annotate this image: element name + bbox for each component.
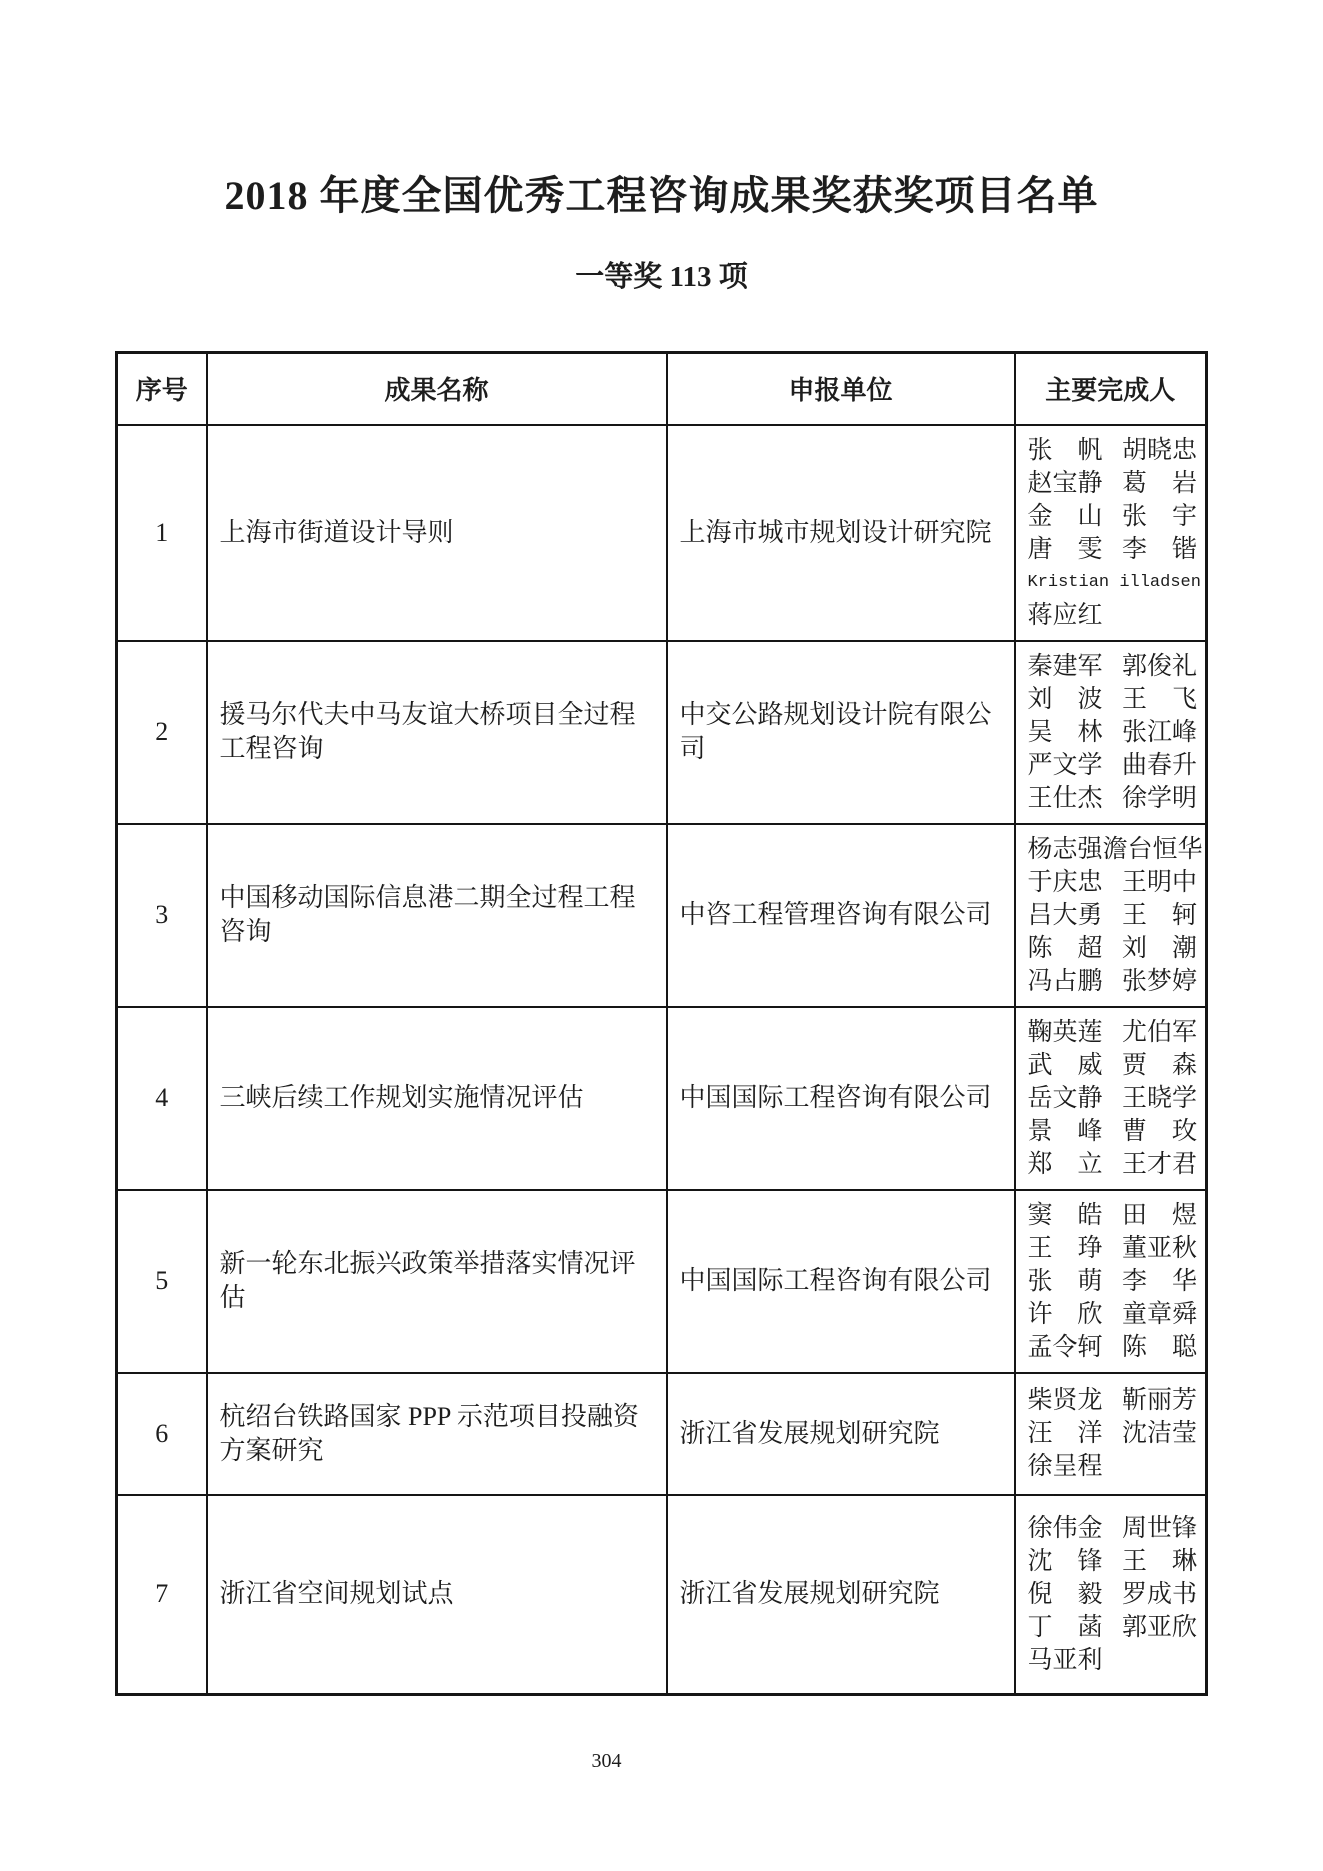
contributor-line [1028, 1049, 1198, 1082]
contributor-name: 丁 菡 [1027, 1613, 1103, 1641]
contributor-line [1028, 1331, 1198, 1364]
contributor-line [1028, 1115, 1198, 1148]
contributor-name: 冯占鹏 [1027, 967, 1103, 995]
organization-cell: 中国国际工程咨询有限公司 [667, 1007, 1015, 1190]
contributor-name: 童章舜 [1121, 1300, 1197, 1328]
contributor-line [1028, 533, 1198, 566]
contributor-name: 贾 森 [1121, 1051, 1197, 1079]
contributor-line [1028, 932, 1198, 965]
contributor-line [1028, 1545, 1198, 1578]
contributor-name: 张 萌 [1027, 1267, 1103, 1295]
contributor-name: 王 飞 [1121, 685, 1197, 713]
contributor-name: 吴 林 [1027, 718, 1103, 746]
contributor-line [1028, 866, 1198, 899]
contributor-name: 窦 皓 [1027, 1201, 1103, 1229]
contributors-cell [1015, 641, 1207, 824]
contributor-name: 秦建军 [1027, 652, 1103, 680]
table-row [117, 425, 1207, 641]
organization-cell: 中咨工程管理咨询有限公司 [667, 824, 1015, 1007]
contributor-name: 曹 玫 [1121, 1117, 1197, 1145]
contributors-cell [1015, 1495, 1207, 1695]
contributor-name: 董亚秋 [1121, 1234, 1197, 1262]
award-table [115, 351, 1208, 1696]
achievement-name-cell: 上海市街道设计导则 [207, 425, 667, 641]
contributor-name: 田 煜 [1121, 1201, 1197, 1229]
contributor-name: 罗成书 [1121, 1580, 1197, 1608]
contributor-name: 鞠英莲 [1027, 1018, 1103, 1046]
table-row [117, 1007, 1207, 1190]
achievement-name-cell: 中国移动国际信息港二期全过程工程咨询 [207, 824, 667, 1007]
contributor-name: 澹台恒华 [1102, 835, 1203, 863]
award-tier-subtitle: 一等奖 113 项 [575, 261, 748, 293]
contributor-name: 靳丽芳 [1121, 1387, 1197, 1414]
contributor-name: 徐学明 [1121, 784, 1197, 812]
table-row [117, 641, 1207, 824]
contributor-name: 马亚利 [1027, 1646, 1103, 1674]
column-header-serial: 序号 [117, 353, 207, 425]
contributor-name: 王明中 [1121, 868, 1197, 896]
contributor-name: 柴贤龙 [1027, 1387, 1103, 1414]
contributor-name: 沈洁莹 [1121, 1420, 1197, 1447]
contributor-name: 郑 立 [1027, 1150, 1103, 1178]
contributor-name: 李 华 [1121, 1267, 1197, 1295]
contributor-line [1028, 1016, 1198, 1049]
contributor-line [1028, 1265, 1198, 1298]
contributor-name: 张梦婷 [1121, 967, 1197, 995]
organization-cell: 上海市城市规划设计研究院 [667, 425, 1015, 641]
contributors-cell [1015, 824, 1207, 1007]
contributor-name: 于庆忠 [1027, 868, 1103, 896]
contributor-name: 杨志强 [1027, 835, 1103, 863]
contributor-name: 周世锋 [1121, 1514, 1197, 1542]
serial-number-cell: 3 [117, 824, 207, 1007]
table-header-row [117, 353, 1207, 425]
contributor-name: 陈 超 [1027, 934, 1103, 962]
contributor-line [1027, 833, 1203, 866]
contributor-name: 金 山 [1027, 502, 1103, 530]
contributor-name: 张江峰 [1121, 718, 1197, 746]
contributor-name: 赵宝静 [1027, 469, 1103, 497]
contributor-name: 张 宇 [1121, 502, 1197, 530]
contributor-name: 徐呈程 [1027, 1453, 1103, 1480]
contributor-line [1028, 1644, 1198, 1677]
contributor-name: 王才君 [1121, 1150, 1197, 1178]
contributors-cell [1015, 1190, 1207, 1373]
contributor-line [1028, 749, 1198, 782]
contributor-line [1028, 1148, 1198, 1181]
contributor-name: 沈 锋 [1027, 1547, 1103, 1575]
column-header-organization: 申报单位 [667, 353, 1015, 425]
contributors-cell [1015, 1007, 1207, 1190]
contributor-name: 刘 潮 [1121, 934, 1197, 962]
contributor-name: 李 锴 [1121, 535, 1197, 563]
table-row [117, 1495, 1207, 1695]
contributor-name: 刘 波 [1027, 685, 1103, 713]
contributor-name: 王晓学 [1121, 1084, 1197, 1112]
contributor-line [1028, 1417, 1198, 1450]
contributor-line [1028, 599, 1198, 632]
achievement-name-cell: 杭绍台铁路国家 PPP 示范项目投融资方案研究 [207, 1373, 667, 1495]
contributor-name: 胡晓忠 [1121, 436, 1197, 464]
page-title: 2018 年度全国优秀工程咨询成果奖获奖项目名单 [224, 173, 1099, 218]
contributor-line [1028, 716, 1198, 749]
table-row [117, 824, 1207, 1007]
serial-number-cell: 2 [117, 641, 207, 824]
column-header-contributors: 主要完成人 [1015, 353, 1207, 425]
contributor-name: 尤伯军 [1121, 1018, 1197, 1046]
organization-cell: 中交公路规划设计院有限公司 [667, 641, 1015, 824]
contributor-name: 倪 毅 [1027, 1580, 1103, 1608]
achievement-name-cell: 三峡后续工作规划实施情况评估 [207, 1007, 667, 1190]
contributor-line [1028, 1512, 1198, 1545]
contributor-name: 汪 洋 [1027, 1420, 1103, 1447]
contributor-name: 陈 聪 [1121, 1333, 1197, 1361]
table-row [117, 1190, 1207, 1373]
contributor-name: 唐 雯 [1027, 535, 1103, 563]
contributor-line [1028, 1611, 1198, 1644]
contributor-line [1028, 467, 1198, 500]
contributor-name: 徐伟金 [1027, 1514, 1103, 1542]
organization-cell: 中国国际工程咨询有限公司 [667, 1190, 1015, 1373]
contributor-name: 王 琳 [1121, 1547, 1197, 1575]
column-header-achievement: 成果名称 [207, 353, 667, 425]
contributor-name: 曲春升 [1121, 751, 1197, 779]
page-number: 304 [591, 1750, 622, 1772]
contributor-name: 葛 岩 [1121, 469, 1197, 497]
contributor-name: 严文学 [1027, 751, 1103, 779]
contributor-line [1028, 434, 1198, 467]
organization-cell: 浙江省发展规划研究院 [667, 1495, 1015, 1695]
contributor-line [1028, 782, 1198, 815]
contributor-line [1028, 1578, 1198, 1611]
serial-number-cell: 7 [117, 1495, 207, 1695]
achievement-name-cell: 浙江省空间规划试点 [207, 1495, 667, 1695]
contributor-line [1028, 1450, 1198, 1483]
organization-cell: 浙江省发展规划研究院 [667, 1373, 1015, 1495]
contributor-name: 蒋应红 [1027, 601, 1103, 629]
contributor-line [1028, 650, 1198, 683]
contributor-name: 张 帆 [1027, 436, 1103, 464]
contributors-cell [1015, 425, 1207, 641]
serial-number-cell: 1 [117, 425, 207, 641]
contributors-cell [1015, 1373, 1207, 1495]
table-row [117, 1373, 1207, 1495]
contributor-name: 郭亚欣 [1121, 1613, 1197, 1641]
contributor-line [1028, 899, 1198, 932]
contributor-line [1028, 1298, 1198, 1331]
contributor-line [1028, 1199, 1198, 1232]
serial-number-cell: 4 [117, 1007, 207, 1190]
contributor-line [1028, 500, 1198, 533]
contributor-name: 王 琤 [1027, 1234, 1103, 1262]
contributor-name: 岳文静 [1027, 1084, 1103, 1112]
contributor-name: 吕大勇 [1027, 901, 1103, 929]
contributor-line [1028, 965, 1198, 998]
achievement-name-cell: 新一轮东北振兴政策举措落实情况评估 [207, 1190, 667, 1373]
contributor-name: Kristian illadsen [1027, 572, 1201, 592]
contributor-line [1028, 683, 1198, 716]
contributor-name: 王 轲 [1121, 901, 1197, 929]
contributor-name: 王仕杰 [1027, 784, 1103, 812]
contributor-line [1028, 1384, 1198, 1417]
contributor-line [1028, 1232, 1198, 1265]
contributor-line [1028, 1082, 1198, 1115]
contributor-line [1027, 566, 1201, 599]
contributor-name: 武 威 [1027, 1051, 1103, 1079]
serial-number-cell: 5 [117, 1190, 207, 1373]
serial-number-cell: 6 [117, 1373, 207, 1495]
contributor-name: 许 欣 [1027, 1300, 1103, 1328]
contributor-name: 景 峰 [1027, 1117, 1103, 1145]
achievement-name-cell: 援马尔代夫中马友谊大桥项目全过程工程咨询 [207, 641, 667, 824]
contributor-name: 孟令轲 [1027, 1333, 1103, 1361]
contributor-name: 郭俊礼 [1121, 652, 1197, 680]
